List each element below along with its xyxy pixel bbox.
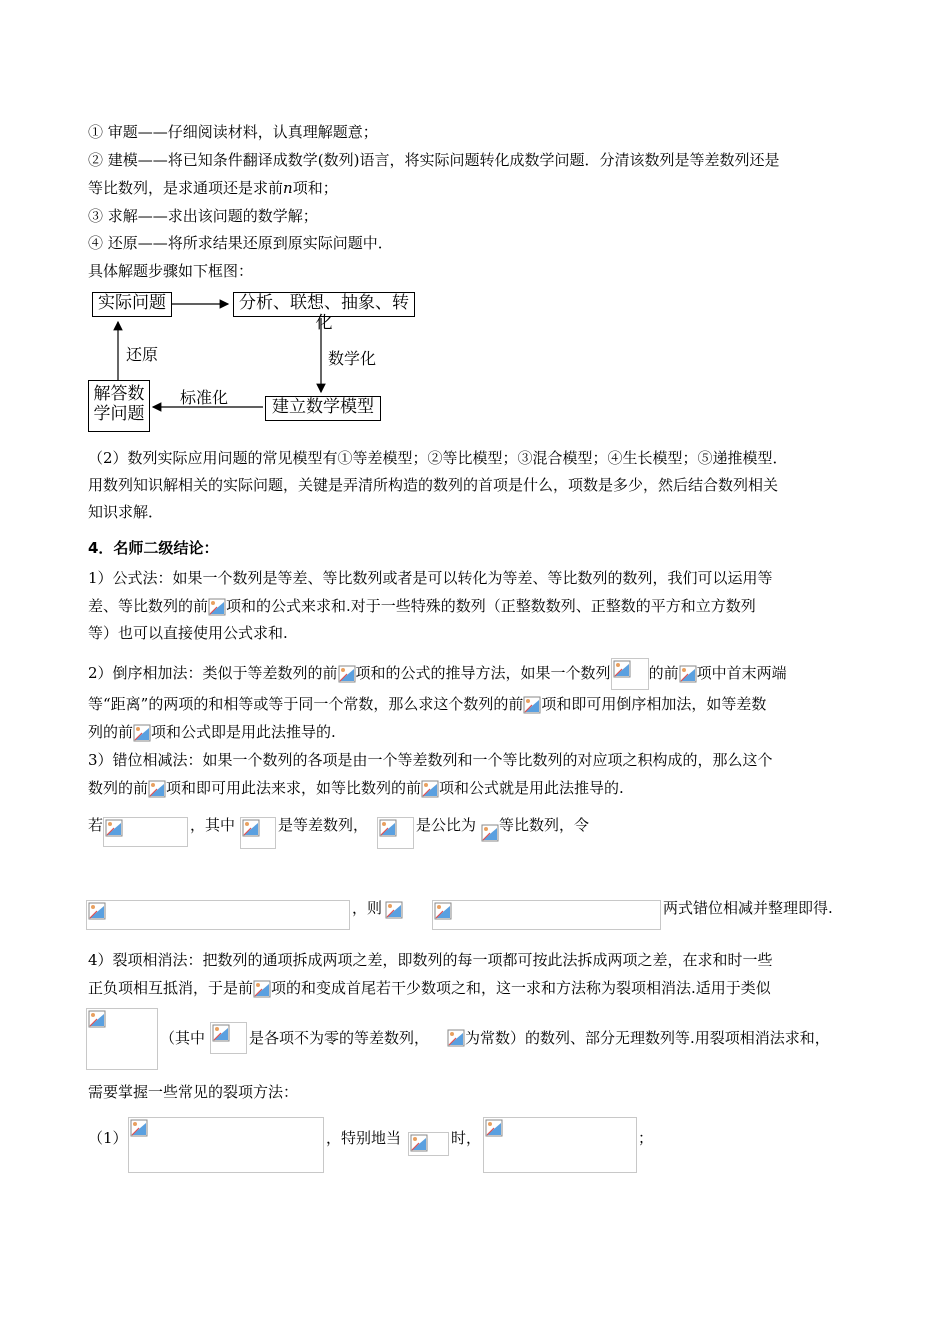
formula-placeholder	[210, 1022, 247, 1054]
step-1: ① 审题——仔细阅读材料，认真理解题意；	[88, 123, 378, 141]
broken-image-icon	[148, 780, 166, 798]
broken-image-icon	[88, 902, 106, 920]
flowchart-intro: 具体解题步骤如下框图：	[88, 262, 254, 280]
para2-line-3: 知识求解．	[88, 503, 164, 521]
m1-line-2: 差、等比数列的前 项和的公式来求和.对于一些特殊的数列（正整数数列、正整数的平方和立方数列	[88, 597, 756, 615]
para2-line-1: （2）数列实际应用问题的常见模型有①等差模型；②等比模型；③混合模型；④生长模型；⑤递推模型．	[88, 449, 788, 467]
formula-placeholder	[103, 817, 188, 847]
box-solve-math: 解答数 学问题	[88, 380, 150, 432]
formula-placeholder	[86, 1008, 158, 1070]
formula-placeholder	[611, 658, 649, 690]
broken-image-icon	[253, 980, 271, 998]
m2-line-3: 列的前 项和公式即是用此法推导的.	[88, 723, 336, 741]
broken-image-icon	[242, 819, 260, 837]
broken-image-icon	[133, 724, 151, 742]
m4-arith: 是各项不为零的等差数列，	[249, 1029, 430, 1047]
formula-placeholder	[483, 1117, 637, 1173]
broken-image-icon	[208, 598, 226, 616]
m3-geo: 等比数列，令	[499, 816, 590, 834]
m4-when: 时，	[451, 1129, 482, 1147]
m3-arith: 是等差数列，	[278, 816, 369, 834]
formula-placeholder	[432, 900, 661, 930]
m3-if: 若	[88, 816, 104, 834]
variable-n: n	[283, 179, 293, 197]
m1-line-1: 1）公式法：如果一个数列是等差、等比数列或者是可以转化为等差、等比数列的数列，我们可以运用等	[88, 569, 773, 587]
broken-image-icon	[679, 665, 697, 683]
m4-where: （其中	[160, 1029, 206, 1047]
label-restore: 还原	[126, 345, 159, 364]
box-analysis: 分析、联想、抽象、转化	[233, 292, 415, 317]
broken-image-icon	[385, 901, 403, 919]
broken-image-icon	[379, 819, 397, 837]
m3-subtract: 两式错位相减并整理即得.	[663, 899, 833, 917]
m4-line-1: 4）裂项相消法：把数列的通项拆成两项之差，即数列的每一项都可按此法拆成两项之差，在求和时一些	[88, 951, 773, 969]
m2-line-2: 等“距离”的两项的和相等或等于同一个常数，那么求这个数列的前 项和即可用倒序相加法，如等差数	[88, 695, 767, 713]
m4-special: ，特别地当	[326, 1129, 402, 1147]
broken-image-icon	[523, 696, 541, 714]
section-heading: 4．名师二级结论：	[88, 539, 219, 557]
broken-image-icon	[485, 1119, 503, 1137]
step-3: ③ 求解——求出该问题的数学解；	[88, 207, 318, 225]
step-4: ④ 还原——将所求结果还原到原实际问题中．	[88, 234, 393, 252]
m3-line-1: 3）错位相减法：如果一个数列的各项是由一个等差数列和一个等比数列的对应项之积构成的，那么这个	[88, 751, 773, 769]
m2-line-1: 2）倒序相加法：类似于等差数列的前 项和的公式的推导方法，如果一个数列 的前 项中首末两端	[88, 658, 787, 690]
broken-image-icon	[212, 1024, 230, 1042]
m4-line-4: 需要掌握一些常见的裂项方法：	[88, 1083, 299, 1101]
m4-line-2: 正负项相互抵消，于是前 项的和变成首尾若干少数项之和，这一求和方法称为裂项相消法.适用于类似	[88, 979, 771, 997]
formula-placeholder	[384, 900, 430, 930]
broken-image-icon	[434, 902, 452, 920]
box-build-model: 建立数学模型	[265, 396, 381, 421]
m3-line-2: 数列的前 项和即可用此法来求，如等比数列的前 项和公式就是用此法推导的.	[88, 779, 624, 797]
m4-semicolon: ；	[638, 1129, 654, 1147]
broken-image-icon	[105, 819, 123, 837]
step-2-line-1: ② 建模——将已知条件翻译成数学(数列)语言，将实际问题转化成数学问题．分清该数列是等差数列还是	[88, 151, 780, 169]
broken-image-icon	[88, 1010, 106, 1028]
flowchart	[88, 290, 428, 440]
broken-image-icon	[410, 1134, 428, 1152]
box-real-problem: 实际问题	[92, 292, 172, 317]
broken-image-icon	[481, 824, 499, 842]
para2-line-2: 用数列知识解相关的实际问题，关键是弄清所构造的数列的首项是什么，项数是多少，然后结合数列相关	[88, 476, 779, 494]
label-standardize: 标准化	[180, 388, 229, 407]
broken-image-icon	[338, 665, 356, 683]
broken-image-icon	[421, 780, 439, 798]
formula-placeholder	[86, 900, 350, 930]
label-mathematize: 数学化	[328, 349, 377, 368]
m3-then: ，则	[352, 899, 383, 917]
m3-ratio: 是公比为	[416, 816, 477, 834]
formula-placeholder	[240, 817, 276, 849]
step-2-line-2: 等比数列，是求通项还是求前n项和；	[88, 179, 338, 197]
formula-placeholder	[408, 1132, 449, 1156]
m4-const: 为常数）的数列、部分无理数列等.用裂项相消法求和，	[465, 1029, 830, 1047]
broken-image-icon	[447, 1029, 465, 1047]
m4-item-1: （1）	[88, 1129, 128, 1147]
formula-placeholder	[377, 817, 414, 849]
m3-where: ，其中	[190, 816, 236, 834]
formula-placeholder	[128, 1117, 324, 1173]
broken-image-icon	[613, 660, 631, 678]
broken-image-icon	[130, 1119, 148, 1137]
m1-line-3: 等）也可以直接使用公式求和.	[88, 624, 288, 642]
